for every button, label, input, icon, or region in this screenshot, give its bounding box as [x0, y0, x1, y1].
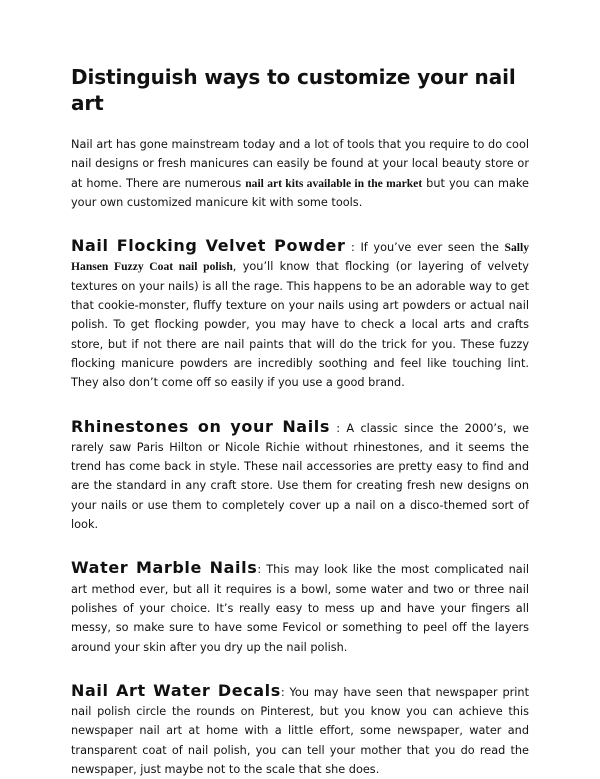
section-heading: Water Marble Nails: [71, 558, 258, 578]
section-lead: : If you’ve ever seen the: [345, 241, 505, 255]
section-rhinestones: [71, 417, 529, 535]
section-body: : A classic since the 2000’s, we rarely saw Paris Hilton or Nicole Richie without rhinestones, and it seems the trend has come back in style. These nail accessories are pretty easy to find and are the standard in any craft store. Use them for creating fresh new designs on your nails or use them to completely cover up a nail on a disco-themed sort of look.: [71, 421, 529, 532]
section-body: : This may look like the most complicated nail art method ever, but all it requires is a bowl, some water and two or three nail polishes of your choice. It’s really easy to mess up and have your fingers all messy, so make sure to have some Fevicol or something to peel off the layers around your skin after you dry up the nail polish.: [71, 563, 529, 654]
intro-text-end: but you can make your own customized manicure kit with some tools.: [71, 176, 529, 209]
section-bold-phrase: Sally Hansen Fuzzy Coat nail polish: [71, 241, 529, 274]
intro-paragraph: [71, 135, 529, 212]
section-body: , you’ll know that flocking (or layering of velvety textures on your nails) is all the rage. This happens to be an adorable way to get that cookie-monster, fluffy texture on your nails using art powders or actual nail polish. To get flocking powder, you may have to check a local arts and crafts store, but if not there are nail paints that will do the trick for you. These fuzzy flocking manicure powders are incredibly soothing and feel like touching lint. They also don’t come off so easily if you use a good brand.: [71, 260, 529, 390]
section-water-marble: [71, 558, 529, 656]
section-heading: Rhinestones on your Nails: [71, 416, 330, 436]
section-nail-flocking: [71, 236, 529, 392]
section-heading: Nail Art Water Decals: [71, 680, 281, 700]
section-heading: Nail Flocking Velvet Powder: [71, 236, 346, 256]
section-body: : You may have seen that newspaper print nail polish circle the rounds on Pinterest, but you know you can achieve this newspaper nail art at home with a little effort, some newspaper, water and transparent coat of nail polish, you can tell your mother that you do read the newspaper, just maybe not to the scale that she does.: [71, 685, 529, 777]
page-title: Distinguish ways to customize your nail art: [71, 65, 516, 115]
section-water-decals: [71, 681, 529, 779]
intro-text-start: Nail art has gone mainstream today and a lot of tools that you require to do cool nail designs or fresh manicures can easily be found at your local beauty store or at home. There are numerous: [71, 138, 529, 190]
intro-bold-phrase: nail art kits available in the market: [245, 176, 423, 190]
